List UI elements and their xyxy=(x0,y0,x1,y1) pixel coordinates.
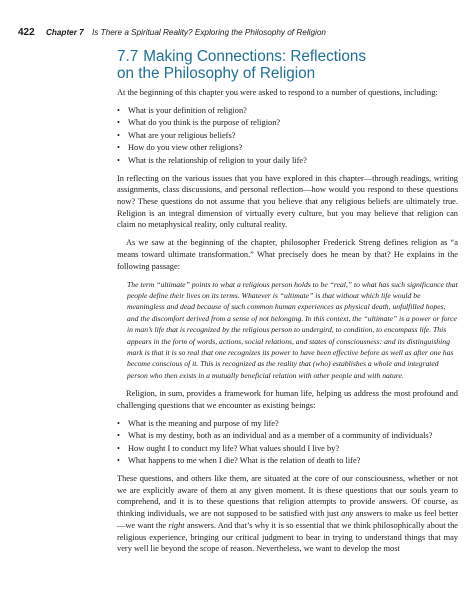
bullet-icon: • xyxy=(117,431,120,441)
list-item xyxy=(117,430,458,442)
list-item xyxy=(117,455,458,467)
life-questions-list xyxy=(117,418,458,467)
bullet-icon: • xyxy=(117,456,120,466)
list-item-text: How ought I to conduct my life? What values should I live by? xyxy=(128,443,340,453)
reflection-paragraph: In reflecting on the various issues that you have explored in this chapter—through readings, writing assignments, class discussions, and personal reflection—how would you respond to these questions now? These questions do not assume that you believe that any religious beliefs are ultimately true. Religion is an integral dimension of virtually every culture, but you may believe that religion can claim no metaphysical reality, only cultural reality. xyxy=(117,173,458,230)
list-item-text: What is your definition of religion? xyxy=(128,105,247,115)
intro-paragraph: At the beginning of this chapter you were asked to respond to a number of questions, including: xyxy=(117,88,438,97)
bullet-icon: • xyxy=(117,418,120,428)
bullet-icon: • xyxy=(117,130,120,140)
final-text-1: These questions, and others like them, are situated at the core of our consciousness, whether or not we are explicitly aware of them at any given moment. It is these questions that our souls yearn to comprehend, and it is to these questions that religion attempts to provide answers. Of course, as thinking individuals, we are not supposed to be satisfied with just xyxy=(117,474,458,519)
reflection-questions-list xyxy=(117,105,458,167)
final-text-3: answers. And that’s why it is so essential that we think philosophically about the religious experience, bringing our critical judgment to bear in trying to understand things that may very well lie beyond the scope of reason. Nevertheless, we want to develop the most xyxy=(117,520,458,554)
page-number: 422 xyxy=(18,27,35,38)
body-text xyxy=(117,87,458,561)
chapter-label: Chapter 7 xyxy=(45,28,84,37)
bullet-icon: • xyxy=(117,105,120,115)
list-item-text: What are your religious beliefs? xyxy=(128,130,236,140)
bullet-icon: • xyxy=(117,443,120,453)
streng-paragraph: As we saw at the beginning of the chapter, philosopher Frederick Streng defines religion as “a means toward ultimate transformation.” What precisely does he mean by that? He explains in the following passage: xyxy=(117,238,458,271)
list-item xyxy=(117,443,458,455)
list-item-text: What do you think is the purpose of religion? xyxy=(128,118,281,128)
list-item-text: What is the meaning and purpose of my life? xyxy=(128,418,279,428)
section-title-part2: on the Philosophy of Religion xyxy=(117,65,316,82)
section-number: 7.7 xyxy=(117,48,139,65)
summary-paragraph: Religion, in sum, provides a framework for human life, helping us address the most profound and challenging questions that we encounter as existing beings: xyxy=(117,389,458,410)
bullet-icon: • xyxy=(117,155,120,165)
streng-quote: The term “ultimate” points to what a religious person holds to be “real,” to what has such significance that people define their lives on its terms. Whatever is “ultimate” is that without which life would be meaningless and dead because of such common human experiences as physical death, unfulfilled hopes, and the discomfort derived from a sense of not belonging. In this context, the “ultimate” is a power or force in man’s life that is recognized by the religious person to undergird, to condition, to encompass life. This appears in the form of words, actions, social relations, and states of consciousness: and its distinguishing mark is that it is so real that one recognizes its power to have been effective before as well as after one has become conscious of it. This is recognized as the reality that (who) establishes a whole and integrated person who then exists in a mutually beneficial relation with other people and with nature. xyxy=(127,279,458,380)
list-item-text: What is my destiny, both as an individual and as a member of a community of individuals? xyxy=(128,431,433,441)
list-item-text: What is the relationship of religion to your daily life? xyxy=(128,155,307,165)
running-head xyxy=(18,27,458,38)
list-item-text: How do you view other religions? xyxy=(128,143,243,153)
section-heading-line1 xyxy=(117,48,457,65)
final-paragraph xyxy=(117,473,458,555)
list-item xyxy=(117,105,458,117)
final-text-2: answers to make us feel better—we want the xyxy=(117,509,458,530)
list-item xyxy=(117,130,458,142)
list-item xyxy=(117,155,458,167)
list-item-text: What happens to me when I die? What is the relation of death to life? xyxy=(128,456,361,466)
bullet-icon: • xyxy=(117,118,120,128)
list-item xyxy=(117,117,458,129)
list-item xyxy=(117,418,458,430)
emphasis-right: right xyxy=(168,520,185,530)
emphasis-any: any xyxy=(341,509,354,519)
section-title-part1: Making Connections: Reflections xyxy=(143,48,367,65)
list-item xyxy=(117,142,458,154)
bullet-icon: • xyxy=(117,143,120,153)
chapter-title: Is There a Spiritual Reality? Exploring the Philosophy of Religion xyxy=(92,28,326,37)
section-heading xyxy=(117,48,457,82)
